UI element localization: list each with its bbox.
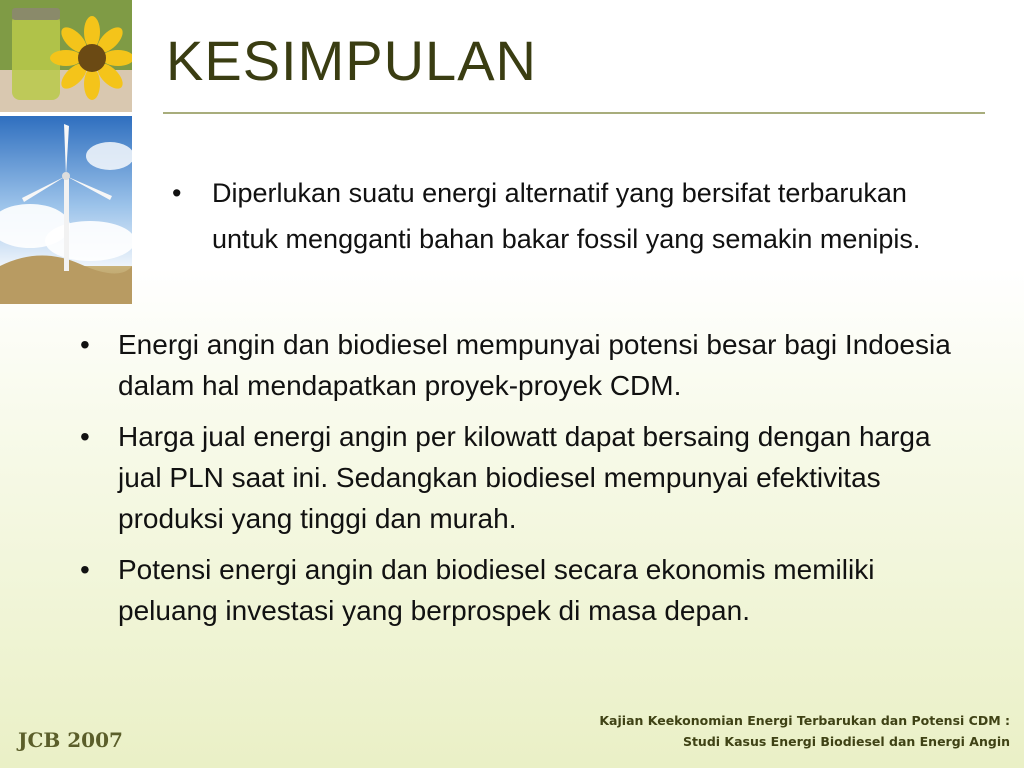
sunflower-jar-illustration [0, 0, 132, 112]
bullet-text: Diperlukan suatu energi alternatif yang bersifat terbarukan untuk mengganti bahan bakar fossil yang semakin menipis. [212, 178, 921, 254]
footer-caption-line2: Studi Kasus Energi Biodiesel dan Energi Angin [682, 734, 1010, 749]
footer-caption [599, 710, 1010, 752]
footer-caption-line1: Kajian Keekonomian Energi Terbarukan dan Potensi CDM : [599, 713, 1010, 728]
bullet-text: Harga jual energi angin per kilowatt dapat bersaing dengan harga jual PLN saat ini. Sedangkan biodiesel mempunyai efektivitas produksi yang tinggi dan murah. [118, 421, 931, 534]
bullet-dot: • [172, 178, 182, 208]
bullet-text: Potensi energi angin dan biodiesel secara ekonomis memiliki peluang investasi yang berprospek di masa depan. [118, 554, 875, 626]
wind-turbine-illustration [0, 116, 132, 304]
bullet-text: Energi angin dan biodiesel mempunyai potensi besar bagi Indoesia dalam hal mendapatkan proyek-proyek CDM. [118, 329, 951, 401]
bullet-dot: • [80, 329, 90, 360]
bullet-item [80, 416, 980, 539]
bullet-item [80, 549, 980, 631]
bullet-dot: • [80, 421, 90, 452]
bullet-dot: • [80, 554, 90, 585]
wind-turbine-photo [0, 116, 132, 304]
slide-title: KESIMPULAN [166, 29, 537, 92]
title-divider [163, 112, 985, 114]
intro-bullet-list [172, 170, 932, 262]
conclusion-bullet-list [80, 324, 980, 641]
bullet-item [172, 170, 932, 262]
footer-brand: JCB 2007 [18, 728, 123, 752]
sunflower-biofuel-photo [0, 0, 132, 112]
bullet-item [80, 324, 980, 406]
